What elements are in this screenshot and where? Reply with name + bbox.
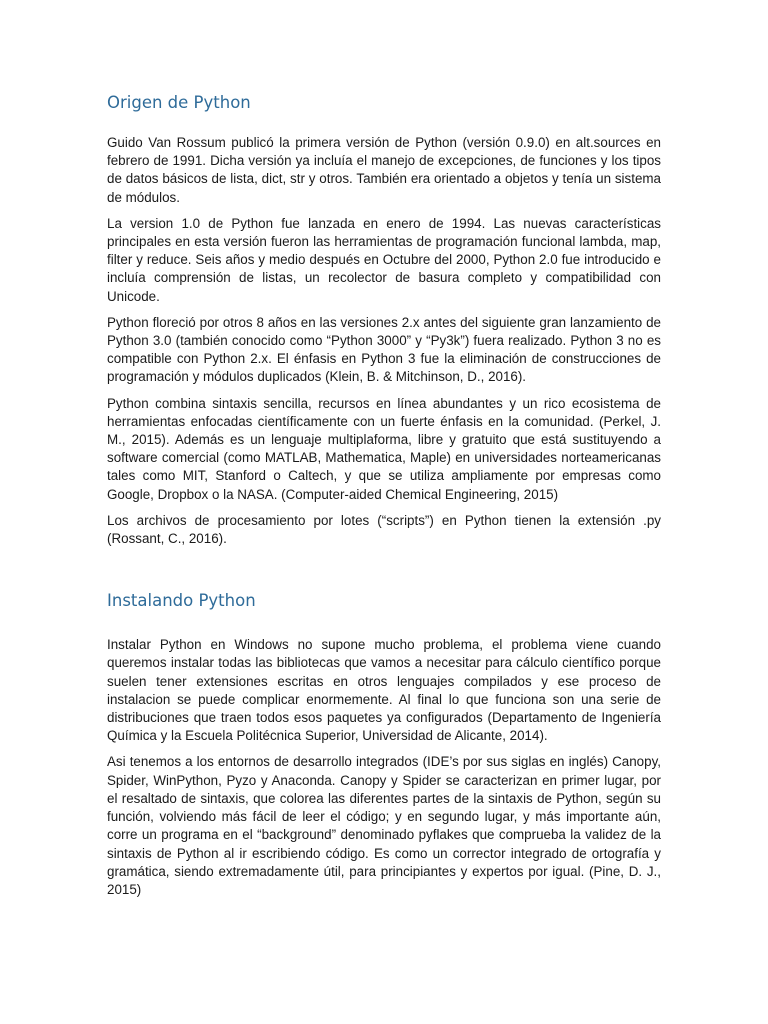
paragraph: Asi tenemos a los entornos de desarrollo integrados (IDE’s por sus siglas en inglés) Canopy, Spider, WinPython, Pyzo y Anaconda. Canopy y Spider se caracterizan en primer lugar, por el resaltado de sintaxis, que colorea las diferentes partes de la sintaxis de Python, según su función, volviendo más fácil de leer el código; y en segundo lugar, y más importante aún, corre un programa en el “background” denominado pyflakes que comprueba la validez de la sintaxis de Python al ir escribiendo código. Es como un corrector integrado de ortografía y gramática, siendo extremadamente útil, para principiantes y expertos por igual. (Pine, D. J., 2015) (107, 754, 661, 897)
paragraph: Instalar Python en Windows no supone mucho problema, el problema viene cuando queremos instalar todas las bibliotecas que vamos a necesitar para cálculo científico porque suelen tener extensiones escritas en otros lenguajes compilados y ese proceso de instalacion se puede complicar enormemente. Al final lo que funciona son una serie de distribuciones que traen todos esos paquetes ya configurados (Departamento de Ingeniería Química y la Escuela Politécnica Superior, Universidad de Alicante, 2014). (107, 637, 661, 744)
paragraph: Los archivos de procesamiento por lotes (“scripts”) en Python tienen la extensión .py (Rossant, C., 2016). (107, 512, 661, 547)
paragraph: Python combina sintaxis sencilla, recursos en línea abundantes y un rico ecosistema de herramientas enfocadas científicamente con un fuerte énfasis en la comunidad. (Perkel, J. M., 2015). Además es un lenguaje multiplaforma, libre y gratuito que está sustituyendo a software comercial (como MATLAB, Mathematica, Maple) en universidades norteamericanas tales como MIT, Stanford o Caltech, y que se utiliza ampliamente por empresas como Google, Dropbox o la NASA. (Computer-aided Chemical Engineering, 2015) (107, 395, 661, 502)
section-heading: Origen de Python (107, 93, 251, 112)
paragraph: Guido Van Rossum publicó la primera versión de Python (versión 0.9.0) en alt.sources en febrero de 1991. Dicha versión ya incluía el manejo de excepciones, de funciones y los tipos de datos básicos de lista, dict, str y otros. También era orientado a objetos y tenía un sistema de módulos. (107, 135, 661, 205)
paragraph: La version 1.0 de Python fue lanzada en enero de 1994. Las nuevas características principales en esta versión fueron las herramientas de programación funcional lambda, map, filter y reduce. Seis años y medio después en Octubre del 2000, Python 2.0 fue introducido e incluía comprensión de listas, un recolector de basura completo y compatibilidad con Unicode. (107, 215, 661, 304)
section-instalando (107, 590, 661, 899)
section-heading: Instalando Python (107, 591, 256, 611)
section-origen (107, 92, 661, 548)
paragraph: Python floreció por otros 8 años en las versiones 2.x antes del siguiente gran lanzamiento de Python 3.0 (también conocido como “Python 3000” y “Py3k”) fuera realizado. Python 3 no es compatible con Python 2.x. El énfasis en Python 3 fue la eliminación de construcciones de programación y módulos duplicados (Klein, B. & Mitchinson, D., 2016). (107, 314, 661, 385)
document-page (107, 0, 661, 899)
